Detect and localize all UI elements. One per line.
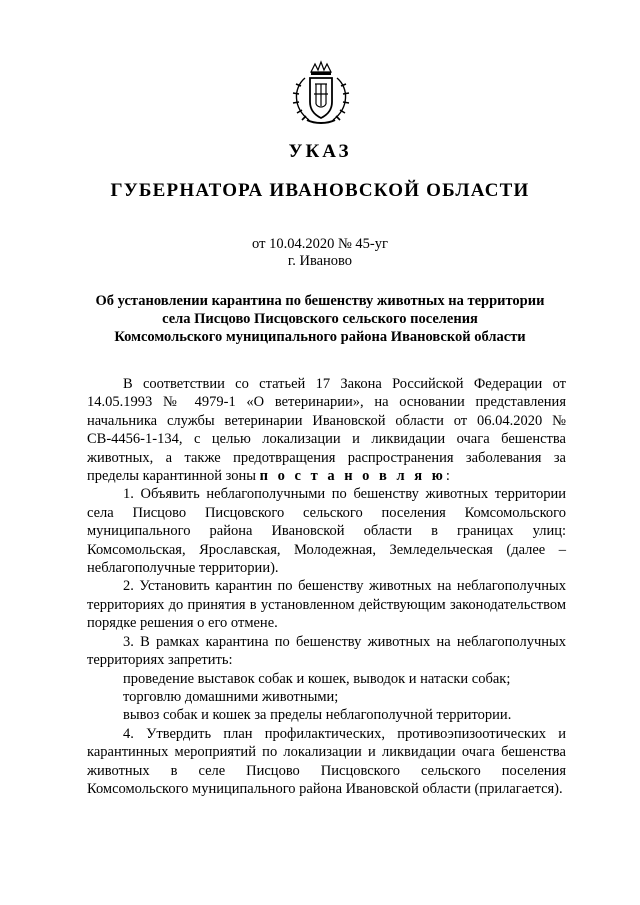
decree-keyword: п о с т а н о в л я ю [259, 468, 446, 485]
date-and-place [0, 236, 640, 270]
subject-line-2: села Писцово Писцовского сельского поселения [162, 311, 478, 327]
date-number: от 10.04.2020 № 45-уг [252, 236, 388, 252]
subject-line-1: Об установлении карантина по бешенству животных на территории [95, 293, 545, 309]
issuer-title: ГУБЕРНАТОРА ИВАНОВСКОЙ ОБЛАСТИ [110, 180, 530, 201]
item-3-subitem-b: торговлю домашними животными; [123, 688, 339, 705]
decree-colon: : [445, 468, 450, 485]
item-2-paragraph: 2. Установить карантин по бешенству животных на неблагополучных территориях до принятия в установленном действующим законодательством порядке решения о его отмене. [87, 578, 566, 632]
preamble-text: В соответствии со статьей 17 Закона Российской Федерации от 14.05.1993 № 4979-1 «О ветеринарии», на основании представления начальника службы ветеринарии Ивановской области от 06.04.2020 № СВ-4456-1-134, с целью локализации и ликвидации очага бешенства животных, а также предотвращения распространения заболевания за пределы карантинной зоны [87, 376, 566, 485]
city: г. Иваново [287, 253, 353, 269]
item-4-paragraph: 4. Утвердить план профилактических, противоэпизоотических и карантинных мероприятий по локализации и ликвидации очага бешенства животных в селе Писцово Писцовского сельского поселения Комсомольского муниципального района Ивановской области (прилагается). [87, 725, 566, 797]
subject-line-3: Комсомольского муниципального района Ивановской области [114, 329, 526, 345]
preamble-paragraph [87, 375, 566, 485]
decree-body [87, 375, 566, 798]
item-3-subitem-a: проведение выставок собак и кошек, выводок и натаски собак; [123, 670, 511, 687]
decree-subject [70, 292, 570, 346]
item-3-subitem-c: вывоз собак и кошек за пределы неблагополучной территории. [123, 707, 512, 724]
coat-of-arms-icon [285, 58, 357, 130]
item-1-paragraph: 1. Объявить неблагополучными по бешенству животных территории села Писцово Писцовского сельского поселения Комсомольского муниципального района Ивановской области в границах улиц: Комсомольская, Ярославская, Молодежная, Земледельческая (далее – неблагополучные территории). [87, 486, 566, 577]
item-3-paragraph: 3. В рамках карантина по бешенству животных на неблагополучных территориях запретить: [87, 633, 566, 669]
document-type-title: УКАЗ [288, 141, 352, 162]
